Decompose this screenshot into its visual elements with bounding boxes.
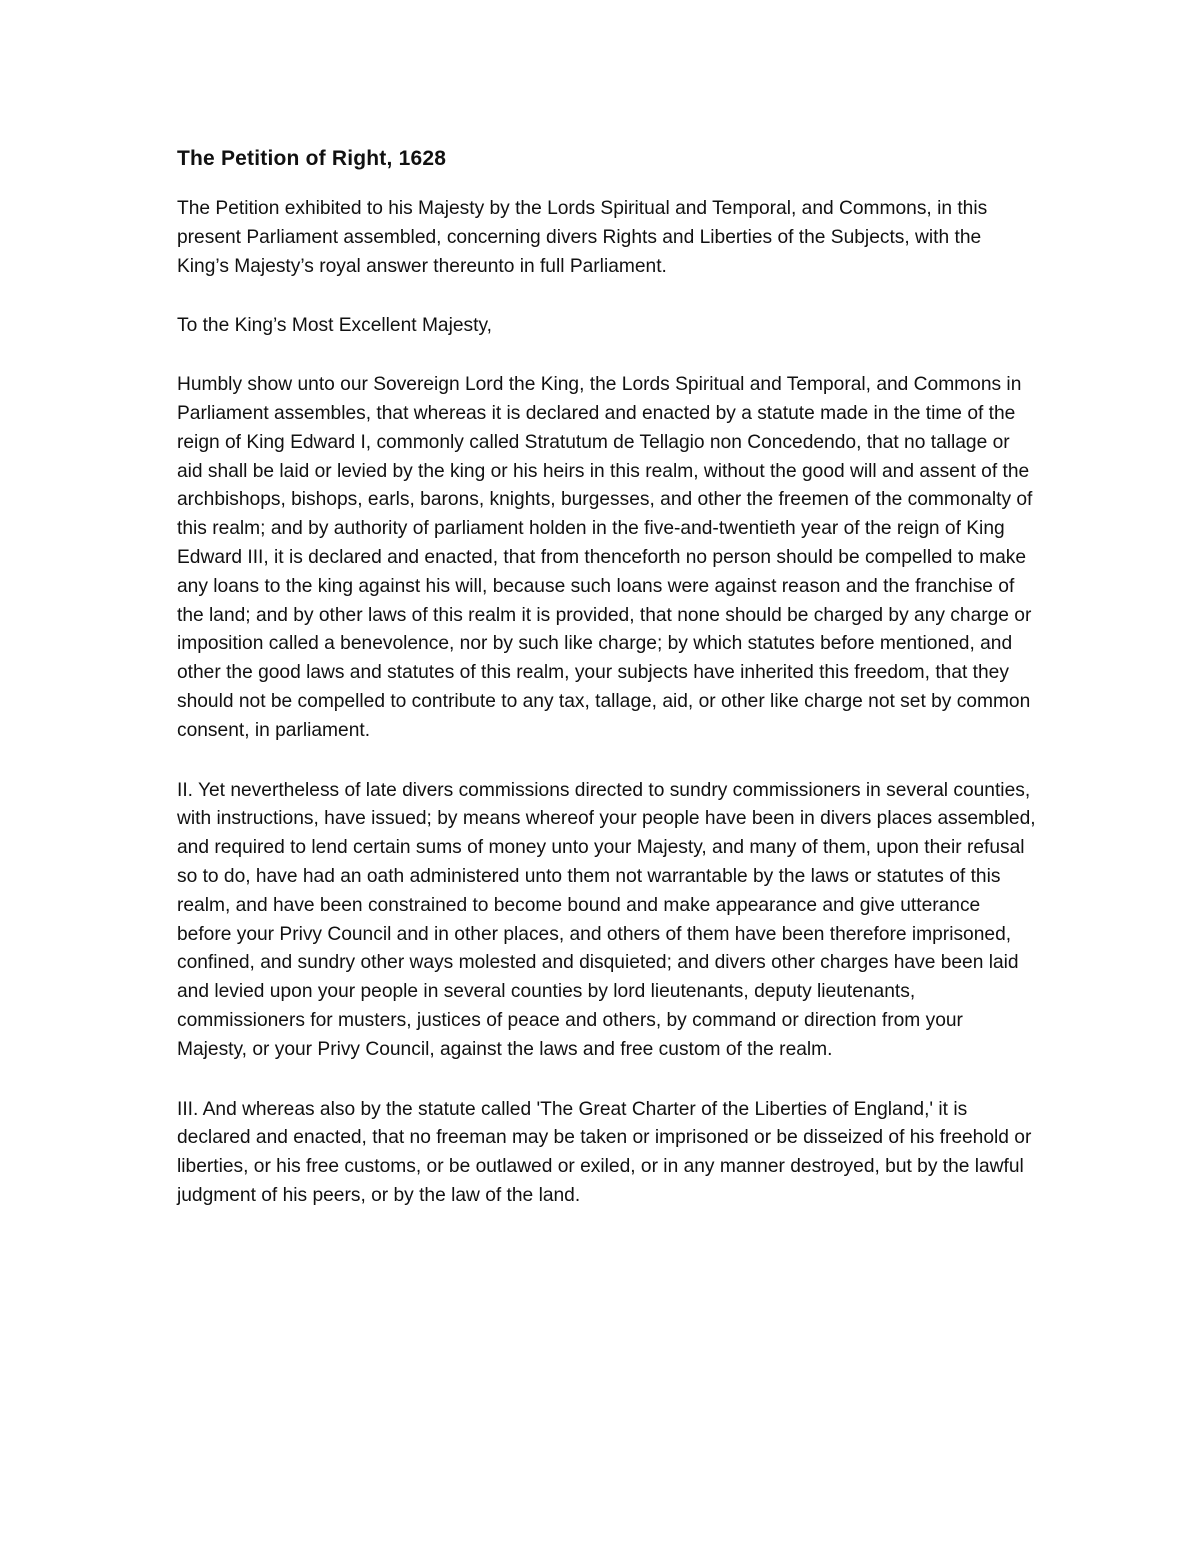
preamble-paragraph: The Petition exhibited to his Majesty by the Lords Spiritual and Temporal, and Commons, in this present Parliament assembled, concerning divers Rights and Liberties of the Subjects, with the King’s Majesty’s royal answer thereunto in full Parliament. [177, 198, 988, 277]
section-i-paragraph: Humbly show unto our Sovereign Lord the King, the Lords Spiritual and Temporal, and Commons in Parliament assembles, that whereas it is declared and enacted by a statute made in the time of the reign of King Edward I, commonly called Stratutum de Tellagio non Concedendo, that no tallage or aid shall be laid or levied by the king or his heirs in this realm, without the good will and assent of the archbishops, bishops, earls, barons, knights, burgesses, and other the freemen of the commonalty of this realm; and by authority of parliament holden in the five-and-twentieth year of the reign of King Edward III, it is declared and enacted, that from thenceforth no person should be compelled to make any loans to the king against his will, because such loans were against reason and the franchise of the land; and by other laws of this realm it is provided, that none should be charged by any charge or imposition called a benevolence, nor by such like charge; by which statutes before mentioned, and other the good laws and statutes of this realm, your subjects have inherited this freedom, that they should not be compelled to contribute to any tax, tallage, aid, or other like charge not set by common consent, in parliament. [177, 374, 1033, 741]
document-title: The Petition of Right, 1628 [177, 147, 447, 170]
section-iii-paragraph: III. And whereas also by the statute called 'The Great Charter of the Liberties of England,' it is declared and enacted, that no freeman may be taken or imprisoned or be disseized of his freehold or liberties, or his free customs, or be outlawed or exiled, or in any manner destroyed, but by the lawful judgment of his peers, or by the law of the land. [177, 1098, 1032, 1206]
salutation-paragraph: To the King’s Most Excellent Majesty, [177, 315, 492, 337]
document-body [177, 143, 1037, 1242]
section-ii-paragraph: II. Yet nevertheless of late divers commissions directed to sundry commissioners in several counties, with instructions, have issued; by means whereof your people have been in divers places assembled, and required to lend certain sums of money unto your Majesty, and many of them, upon their refusal so to do, have had an oath administered unto them not warrantable by the laws or statutes of this realm, and have been constrained to become bound and make appearance and give utterance before your Privy Council and in other places, and others of them have been therefore imprisoned, confined, and sundry other ways molested and disquieted; and divers other charges have been laid and levied upon your people in several counties by lord lieutenants, deputy lieutenants, commissioners for musters, justices of peace and others, by command or direction from your Majesty, or your Privy Council, against the laws and free custom of the realm. [177, 779, 1036, 1060]
